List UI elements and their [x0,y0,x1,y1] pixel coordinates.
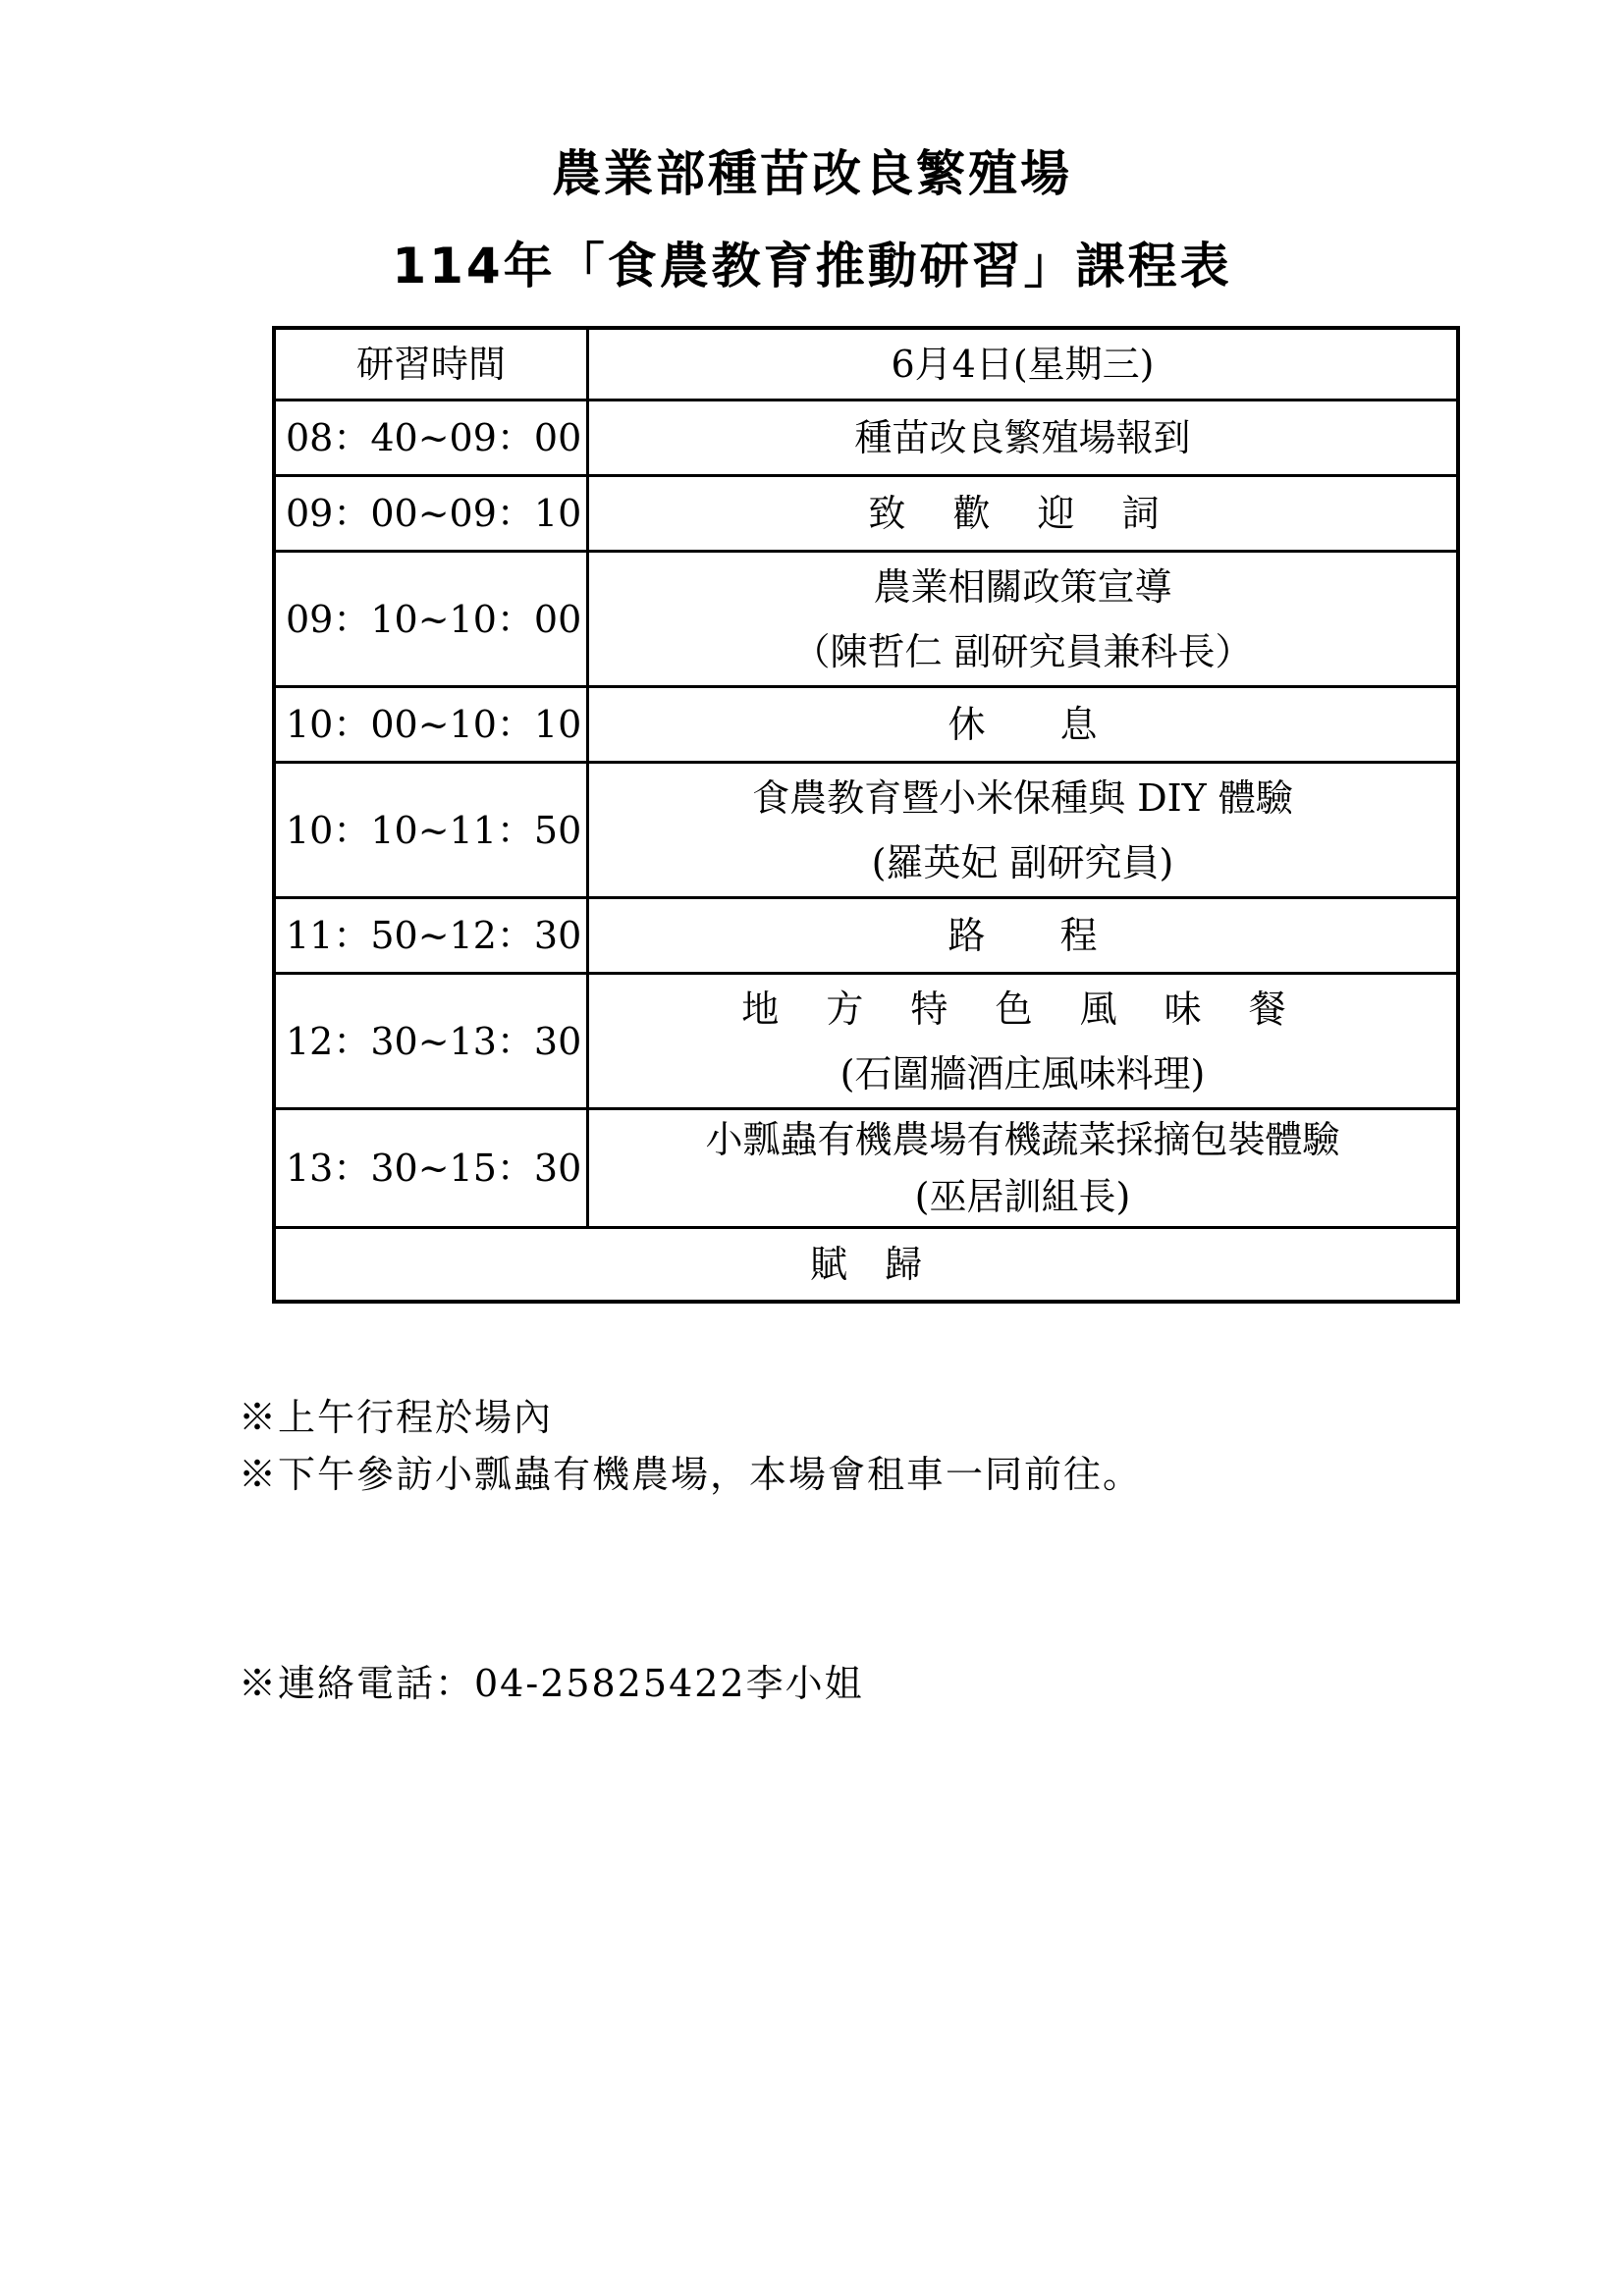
schedule-table [272,326,1460,1304]
time-cell: 12：30~13：30 [274,974,588,1109]
activity-speaker: (羅英妃 副研究員) [871,840,1174,884]
table-row [274,552,1458,687]
activity-title: 致 歡 迎 詞 [868,492,1177,535]
activity-title: 農業相關政策宣導 [873,564,1172,609]
activity-cell [588,898,1459,974]
return-cell: 賦 歸 [274,1228,1458,1303]
activity-title: 食農教育暨小米保種與 DIY 體驗 [752,775,1293,820]
table-row [274,476,1458,552]
document-subtitle: 114年「食農教育推動研習」課程表 [392,238,1232,294]
activity-title: 地 方 特 色 風 味 餐 [741,987,1304,1031]
time-cell: 10：00~10：10 [274,687,588,763]
note-afternoon: ※下午參訪小瓢蟲有機農場，本場會租車一同前往。 [239,1453,1143,1496]
activity-cell [588,476,1459,552]
table-row [274,763,1458,898]
note-morning: ※上午行程於場內 [239,1396,554,1439]
activity-speaker: (巫居訓組長) [914,1175,1131,1218]
table-row [274,898,1458,974]
activity-cell [588,1109,1459,1228]
time-cell: 10：10~11：50 [274,763,588,898]
activity-title: 種苗改良繁殖場報到 [854,416,1191,459]
table-header-row [274,328,1458,400]
time-cell: 11：50~12：30 [274,898,588,974]
time-cell: 08：40~09：00 [274,400,588,476]
time-cell: 09：00~09：10 [274,476,588,552]
activity-cell [588,552,1459,687]
activity-cell [588,687,1459,763]
table-footer-row [274,1228,1458,1303]
activity-speaker: （陳哲仁 副研究員兼科長） [792,629,1253,673]
activity-speaker: (石圍牆酒庄風味料理) [839,1051,1206,1095]
document-title: 農業部種苗改良繁殖場 [552,145,1072,202]
table-row [274,974,1458,1109]
activity-cell [588,763,1459,898]
table-row [274,1109,1458,1228]
activity-title: 休 息 [947,703,1098,746]
activity-title: 小瓢蟲有機農場有機蔬菜採摘包裝體驗 [705,1118,1340,1161]
contact-info: ※連絡電話：04-25825422李小姐 [239,1662,864,1705]
activity-title: 路 程 [947,914,1098,957]
table-row [274,687,1458,763]
time-cell: 13：30~15：30 [274,1109,588,1228]
header-date-cell: 6月4日(星期三) [588,328,1459,400]
header-time-cell: 研習時間 [274,328,588,400]
time-cell: 09：10~10：00 [274,552,588,687]
activity-cell [588,974,1459,1109]
activity-cell [588,400,1459,476]
table-row [274,400,1458,476]
